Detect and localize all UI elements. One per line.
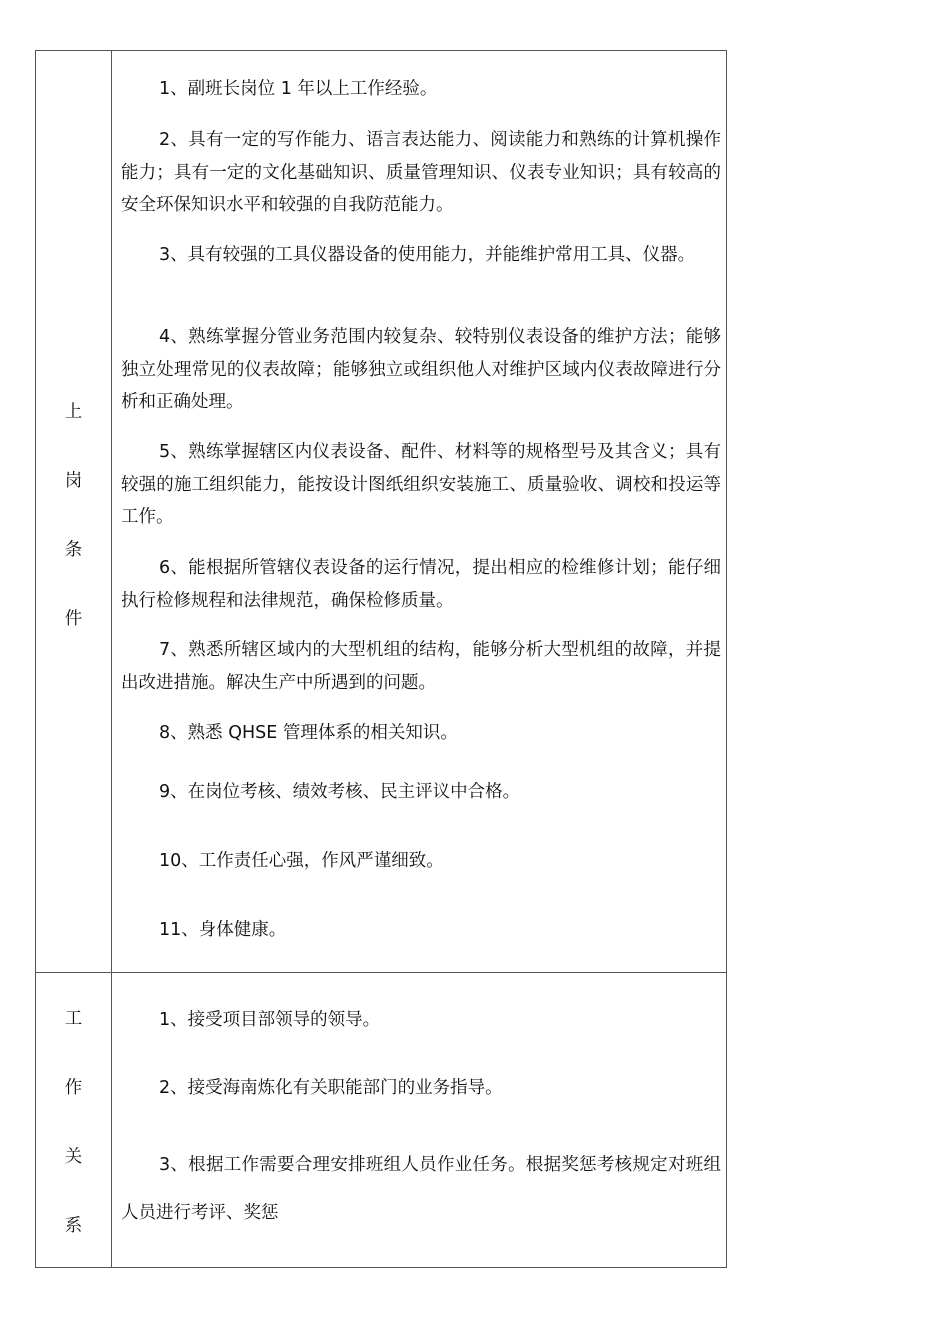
requirement-item-4: 4、熟练掌握分管业务范围内较复杂、较特别仪表设备的维护方法；能够独立处理常见的仪表故障；能够独立或组织他人对维护区域内仪表故障进行分析和正确处理。 xyxy=(121,327,721,412)
requirement-item-2: 2、具有一定的写作能力、语言表达能力、阅读能力和熟练的计算机操作能力；具有一定的文化基础知识、质量管理知识、仪表专业知识；具有较高的安全环保知识水平和较强的自我防范能力。 xyxy=(121,130,721,215)
requirement-item-5: 5、熟练掌握辖区内仪表设备、配件、材料等的规格型号及其含义；具有较强的施工组织能力，能按设计图纸组织安装施工、质量验收、调校和投运等工作。 xyxy=(121,442,721,527)
column-divider xyxy=(111,51,112,1267)
section2-label-char-2: 作 xyxy=(64,1078,83,1098)
requirement-item-3: 3、具有较强的工具仪器设备的使用能力，并能维护常用工具、仪器。 xyxy=(159,245,696,265)
requirement-item-11: 11、身体健康。 xyxy=(159,920,287,940)
section2-label-char-1: 工 xyxy=(64,1009,83,1029)
section1-label-char-3: 条 xyxy=(64,540,83,560)
requirement-item-7: 7、熟悉所辖区域内的大型机组的结构，能够分析大型机组的故障，并提出改进措施。解决生产中所遇到的问题。 xyxy=(121,640,721,693)
relation-item-2: 2、接受海南炼化有关职能部门的业务指导。 xyxy=(159,1078,503,1098)
requirement-item-10: 10、工作责任心强，作风严谨细致。 xyxy=(159,851,444,871)
requirement-item-1: 1、副班长岗位 1 年以上工作经验。 xyxy=(159,79,438,99)
row-divider xyxy=(36,972,726,973)
section1-label-char-1: 上 xyxy=(64,402,83,422)
requirement-item-9: 9、在岗位考核、绩效考核、民主评议中合格。 xyxy=(159,782,521,802)
section1-label-char-4: 件 xyxy=(64,609,83,629)
relation-item-3: 3、根据工作需要合理安排班组人员作业任务。根据奖惩考核规定对班组人员进行考评、奖惩 xyxy=(121,1155,721,1223)
relation-item-1: 1、接受项目部领导的领导。 xyxy=(159,1010,381,1030)
section2-label-char-4: 系 xyxy=(64,1216,83,1236)
section1-label-char-2: 岗 xyxy=(64,471,83,491)
requirement-item-8: 8、熟悉 QHSE 管理体系的相关知识。 xyxy=(159,723,458,743)
requirement-item-6: 6、能根据所管辖仪表设备的运行情况，提出相应的检维修计划；能仔细执行检修规程和法律规范，确保检修质量。 xyxy=(121,558,721,611)
section2-label-char-3: 关 xyxy=(64,1147,83,1167)
job-requirements-table xyxy=(35,50,727,1268)
